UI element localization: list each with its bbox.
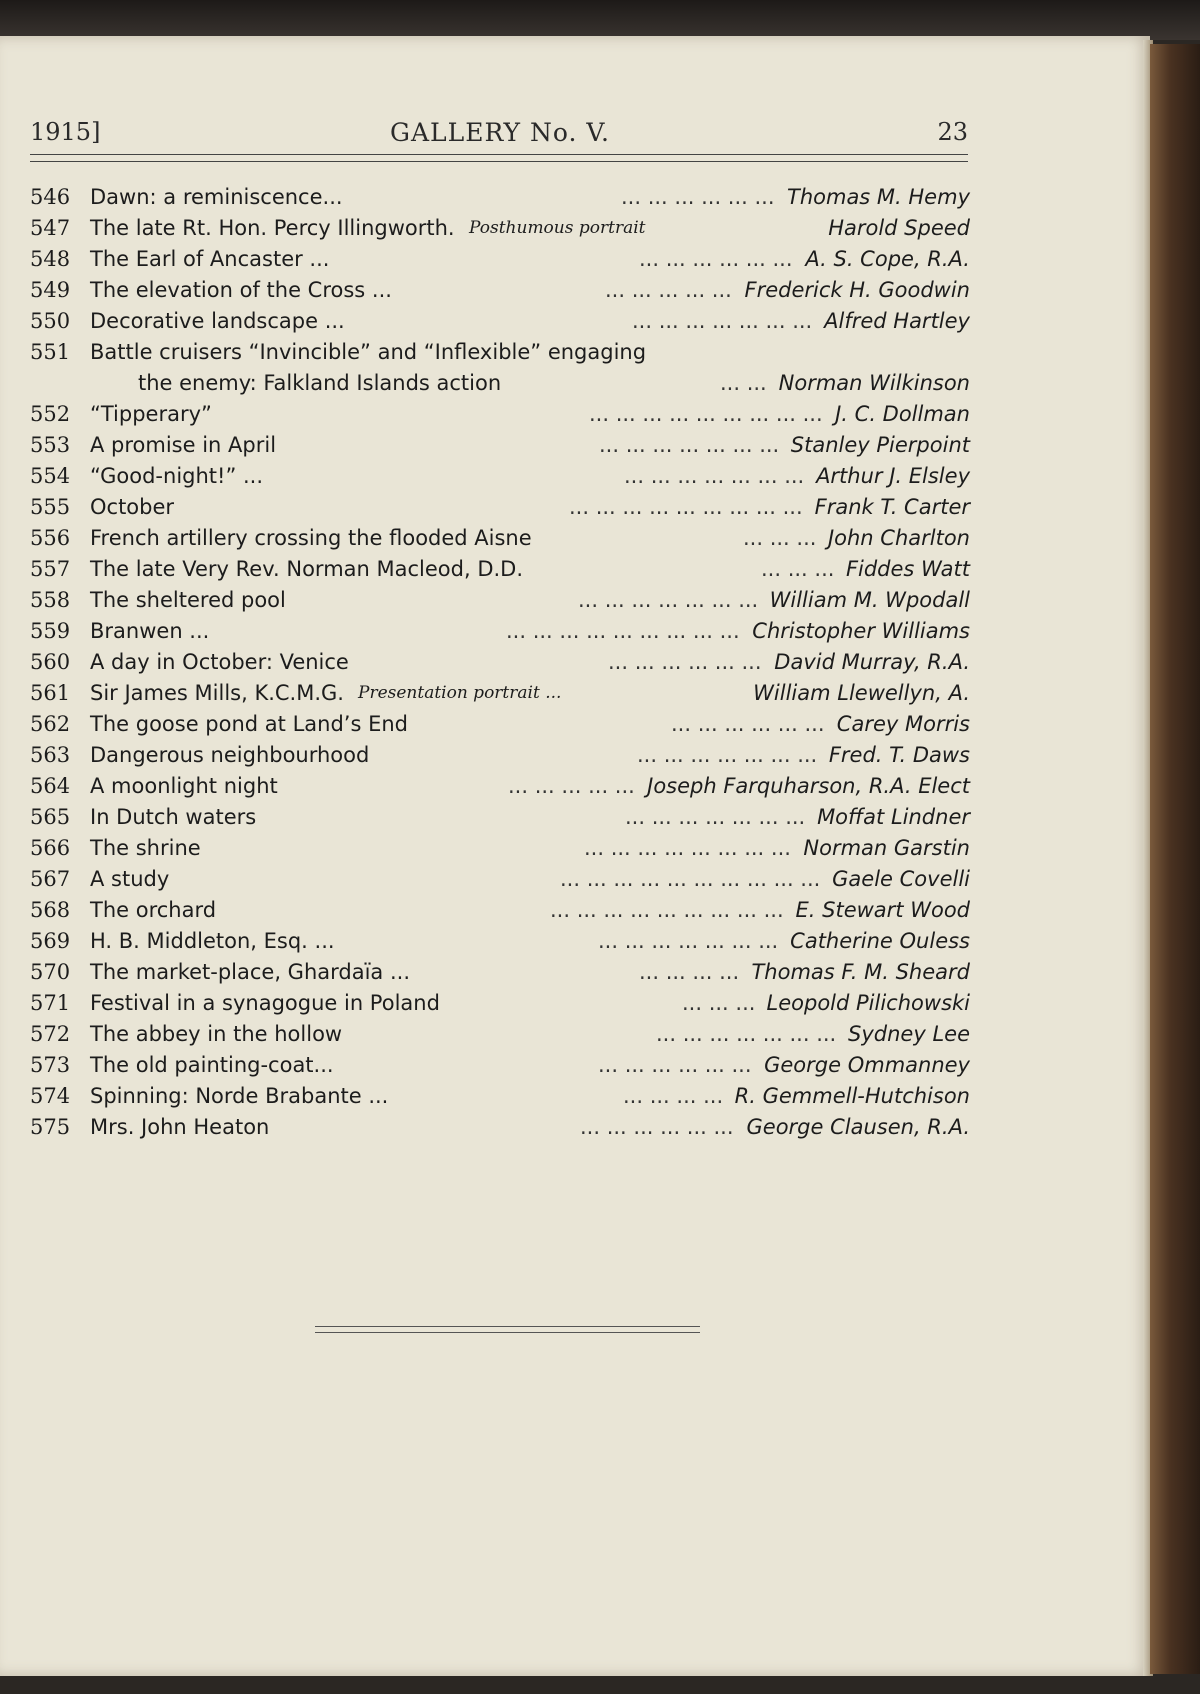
entry-number: 550 — [30, 309, 71, 333]
catalogue-list — [30, 182, 970, 1143]
entry-artist: John Charlton — [827, 526, 970, 550]
entry-artist: Christopher Williams — [752, 619, 970, 643]
entry-artist: A. S. Cope, R.A. — [805, 247, 970, 271]
leader-dots: ... ... ... ... ... ... — [598, 1053, 752, 1077]
entry-artist: E. Stewart Wood — [795, 898, 970, 922]
entry-number: 561 — [30, 681, 71, 705]
leader-dots: ... ... ... ... — [639, 960, 740, 984]
entry-title: A study — [90, 867, 170, 891]
entry-artist: Fred. T. Daws — [828, 743, 970, 767]
leader-dots: ... ... ... — [761, 557, 835, 581]
entry-number: 552 — [30, 402, 71, 426]
catalogue-entry — [30, 554, 970, 585]
entry-number: 572 — [30, 1022, 71, 1046]
entry-artist: George Ommanney — [764, 1053, 970, 1077]
header-rule — [30, 154, 968, 162]
running-header — [30, 118, 968, 158]
leader-dots: ... ... ... ... ... ... — [621, 185, 775, 209]
entry-title: “Good-night!” ... — [90, 464, 264, 488]
catalogue-entry — [30, 864, 970, 895]
leader-dots: ... ... ... ... ... ... ... — [578, 588, 759, 612]
entry-title: In Dutch waters — [90, 805, 257, 829]
catalogue-entry — [30, 957, 970, 988]
catalogue-entry — [30, 926, 970, 957]
entry-title: The abbey in the hollow — [90, 1022, 343, 1046]
header-year: 1915] — [30, 118, 101, 146]
entry-artist: Leopold Pilichowski — [766, 991, 970, 1015]
leader-dots: ... ... ... ... — [623, 1084, 724, 1108]
catalogue-entry — [30, 244, 970, 275]
entry-artist: Harold Speed — [828, 216, 970, 240]
entry-title: The market-place, Ghardaïa ... — [90, 960, 411, 984]
entry-number: 547 — [30, 216, 71, 240]
entry-number: 566 — [30, 836, 71, 860]
entry-artist: Joseph Farquharson, R.A. Elect — [647, 774, 970, 798]
entry-title: The shrine — [90, 836, 201, 860]
entry-artist: David Murray, R.A. — [774, 650, 970, 674]
catalogue-entry — [30, 430, 970, 461]
entry-title: The Earl of Ancaster ... — [90, 247, 330, 271]
entry-number: 571 — [30, 991, 71, 1015]
leader-dots: ... ... ... — [743, 526, 817, 550]
entry-artist: Moffat Lindner — [817, 805, 970, 829]
entry-title: Sir James Mills, K.C.M.G. — [90, 681, 344, 705]
catalogue-entry — [30, 523, 970, 554]
entry-title: French artillery crossing the flooded Aisne — [90, 526, 532, 550]
book-spine — [1150, 44, 1200, 1674]
leader-dots: ... ... ... ... ... ... ... ... ... — [589, 402, 823, 426]
leader-dots: ... ... ... ... ... ... — [639, 247, 793, 271]
catalogue-entry — [30, 337, 970, 368]
entry-number: 570 — [30, 960, 71, 984]
entry-number: 575 — [30, 1115, 71, 1139]
entry-title: The sheltered pool — [90, 588, 286, 612]
page-number: 23 — [937, 118, 968, 146]
entry-title: The goose pond at Land’s End — [90, 712, 408, 736]
entry-title: A promise in April — [90, 433, 277, 457]
entry-number: 574 — [30, 1084, 71, 1108]
entry-title: Mrs. John Heaton — [90, 1115, 270, 1139]
leader-dots: ... ... ... ... ... ... ... — [656, 1022, 837, 1046]
entry-artist: J. C. Dollman — [835, 402, 970, 426]
leader-dots: ... ... ... ... ... ... ... ... ... ... — [560, 867, 821, 891]
leader-dots: ... ... ... ... ... ... ... — [625, 805, 806, 829]
leader-dots: ... ... ... ... ... ... ... — [624, 464, 805, 488]
entry-artist: Carey Morris — [836, 712, 970, 736]
entry-number: 563 — [30, 743, 71, 767]
entry-artist: William M. Wpodall — [769, 588, 970, 612]
catalogue-entry — [30, 771, 970, 802]
entry-title: Battle cruisers “Invincible” and “Inflexible” engaging — [90, 340, 647, 364]
gallery-title: GALLERY No. V. — [390, 118, 610, 147]
entry-artist: Catherine Ouless — [790, 929, 970, 953]
entry-artist: Thomas M. Hemy — [787, 185, 970, 209]
entry-number: 562 — [30, 712, 71, 736]
leader-dots: ... ... ... ... ... ... — [608, 650, 762, 674]
entry-title: The late Very Rev. Norman Macleod, D.D. — [90, 557, 524, 581]
entry-number: 567 — [30, 867, 71, 891]
leader-dots: ... ... ... ... ... ... ... — [599, 433, 780, 457]
catalogue-entry — [30, 709, 970, 740]
catalogue-entry — [30, 678, 970, 709]
catalogue-entry — [30, 213, 970, 244]
leader-dots: ... ... ... ... ... ... ... ... — [584, 836, 791, 860]
catalogue-entry — [30, 616, 970, 647]
entry-artist: William Llewellyn, A. — [753, 681, 970, 705]
entry-artist: R. Gemmell-Hutchison — [734, 1084, 970, 1108]
leader-dots: ... ... ... ... ... — [605, 278, 732, 302]
catalogue-entry — [30, 275, 970, 306]
catalogue-entry — [30, 802, 970, 833]
entry-title: Dangerous neighbourhood — [90, 743, 370, 767]
entry-artist: Frank T. Carter — [814, 495, 970, 519]
leader-dots: ... ... ... ... ... — [508, 774, 635, 798]
entry-number: 548 — [30, 247, 71, 271]
entry-title: The old painting-coat... — [90, 1053, 334, 1077]
leader-dots: ... ... ... ... ... ... ... — [637, 743, 818, 767]
leader-dots: ... ... ... ... ... ... — [671, 712, 825, 736]
entry-number: 549 — [30, 278, 71, 302]
entry-artist: Stanley Pierpoint — [790, 433, 970, 457]
entry-artist: Thomas F. M. Sheard — [751, 960, 970, 984]
entry-number: 559 — [30, 619, 71, 643]
catalogue-entry — [30, 399, 970, 430]
entry-title-continuation: the enemy: Falkland Islands action — [138, 371, 502, 395]
entry-artist: Fiddes Watt — [845, 557, 970, 581]
entry-number: 557 — [30, 557, 71, 581]
entry-artist: George Clausen, R.A. — [746, 1115, 970, 1139]
leader-dots: ... ... ... ... ... ... ... ... ... — [569, 495, 803, 519]
entry-artist: Alfred Hartley — [824, 309, 970, 333]
catalogue-entry — [30, 895, 970, 926]
catalogue-entry — [30, 492, 970, 523]
entry-note: Presentation portrait ... — [358, 683, 562, 703]
entry-number: 565 — [30, 805, 71, 829]
leader-dots: ... ... ... — [682, 991, 756, 1015]
entry-title: The elevation of the Cross ... — [90, 278, 392, 302]
entry-title: Festival in a synagogue in Poland — [90, 991, 440, 1015]
entry-number: 556 — [30, 526, 71, 550]
entry-artist: Arthur J. Elsley — [816, 464, 970, 488]
entry-artist: Frederick H. Goodwin — [744, 278, 970, 302]
entry-title: Branwen ... — [90, 619, 210, 643]
entry-note: Posthumous portrait — [469, 218, 646, 238]
entry-title: Spinning: Norde Brabante ... — [90, 1084, 389, 1108]
entry-title: “Tipperary” — [90, 402, 212, 426]
leader-dots: ... ... — [720, 371, 767, 395]
leader-dots: ... ... ... ... ... ... — [580, 1115, 734, 1139]
entry-number: 568 — [30, 898, 71, 922]
entry-number: 546 — [30, 185, 71, 209]
catalogue-entry — [30, 585, 970, 616]
entry-number: 569 — [30, 929, 71, 953]
catalogue-entry — [30, 988, 970, 1019]
entry-artist: Sydney Lee — [848, 1022, 970, 1046]
entry-number: 554 — [30, 464, 71, 488]
entry-artist: Norman Garstin — [803, 836, 970, 860]
entry-number: 551 — [30, 340, 71, 364]
entry-title: The orchard — [90, 898, 217, 922]
catalogue-entry-continuation — [30, 368, 970, 399]
entry-number: 553 — [30, 433, 71, 457]
leader-dots: ... ... ... ... ... ... ... ... ... — [550, 898, 784, 922]
entry-title: Dawn: a reminiscence... — [90, 185, 343, 209]
catalogue-entry — [30, 182, 970, 213]
catalogue-entry — [30, 740, 970, 771]
leader-dots: ... ... ... ... ... ... ... — [598, 929, 779, 953]
catalogue-entry — [30, 461, 970, 492]
entry-title: H. B. Middleton, Esq. ... — [90, 929, 335, 953]
catalogue-entry — [30, 1112, 970, 1143]
catalogue-entry — [30, 1019, 970, 1050]
entry-artist: Norman Wilkinson — [778, 371, 970, 395]
entry-number: 560 — [30, 650, 71, 674]
catalogue-entry — [30, 306, 970, 337]
entry-number: 558 — [30, 588, 71, 612]
entry-title: The late Rt. Hon. Percy Illingworth. — [90, 216, 455, 240]
catalogue-entry — [30, 1081, 970, 1112]
catalogue-entry — [30, 1050, 970, 1081]
entry-number: 564 — [30, 774, 71, 798]
entry-title: Decorative landscape ... — [90, 309, 345, 333]
catalogue-entry — [30, 833, 970, 864]
leader-dots: ... ... ... ... ... ... ... — [632, 309, 813, 333]
entry-artist: Gaele Covelli — [832, 867, 970, 891]
entry-title: A moonlight night — [90, 774, 278, 798]
end-rule — [315, 1326, 700, 1333]
leader-dots: ... ... ... ... ... ... ... ... ... — [506, 619, 740, 643]
scan-backdrop — [0, 0, 1200, 40]
entry-number: 555 — [30, 495, 71, 519]
catalogue-entry — [30, 647, 970, 678]
entry-title: October — [90, 495, 175, 519]
entry-number: 573 — [30, 1053, 71, 1077]
entry-title: A day in October: Venice — [90, 650, 349, 674]
